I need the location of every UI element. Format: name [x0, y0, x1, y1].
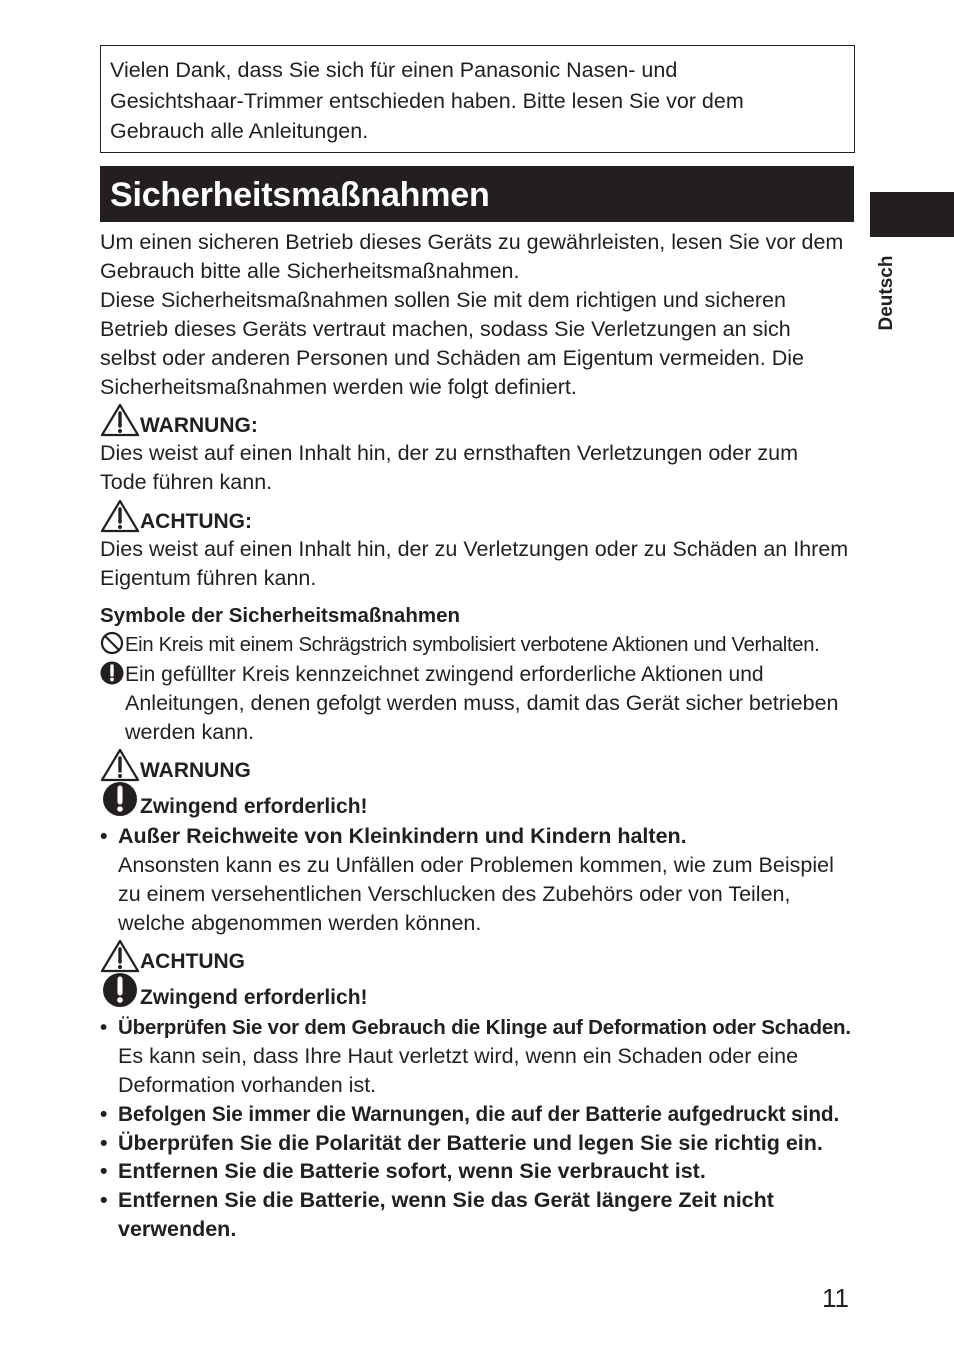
- section-title-bar: [100, 166, 854, 222]
- prohibited-symbol-row: [100, 631, 819, 660]
- warning-triangle-icon: [100, 403, 140, 437]
- bullet: •: [100, 1103, 108, 1126]
- mandatory-symbol-text: werden kann.: [125, 720, 255, 744]
- paragraph-line: Gebrauch bitte alle Sicherheitsmaßnahmen.: [100, 259, 520, 283]
- caution-list-item: [100, 1013, 851, 1042]
- paragraph-line: Betrieb dieses Geräts vertraut machen, sodass Sie Verletzungen an sich: [100, 317, 791, 341]
- paragraph-line: Um einen sicheren Betrieb dieses Geräts zu gewährleisten, lesen Sie vor dem: [100, 230, 844, 254]
- mandatory-action-icon: [100, 973, 140, 1009]
- warning-item-text: welche abgenommen werden können.: [118, 911, 482, 935]
- caution-item-title: Überprüfen Sie die Polarität der Batterie und legen Sie sie richtig ein.: [118, 1131, 823, 1155]
- caution-definition-line: Dies weist auf einen Inhalt hin, der zu Verletzungen oder zu Schäden an Ihrem: [100, 537, 849, 561]
- warning-definition-heading: [100, 403, 258, 437]
- intro-line: Vielen Dank, dass Sie sich für einen Panasonic Nasen- und: [110, 58, 678, 82]
- intro-line: Gebrauch alle Anleitungen.: [110, 119, 369, 143]
- prohibited-icon: [100, 631, 124, 655]
- bullet: •: [100, 1159, 108, 1183]
- caution-item-title: verwenden.: [118, 1217, 237, 1241]
- warning-definition-line: Tode führen kann.: [100, 470, 273, 494]
- caution-list-item: [100, 1100, 839, 1129]
- page-title: Sicherheitsmaßnahmen: [110, 176, 490, 214]
- language-label: [877, 245, 897, 340]
- intro-box: [100, 45, 855, 153]
- bullet: •: [100, 1188, 108, 1212]
- mandatory-action-icon: [100, 661, 124, 685]
- warning-definition-label: WARNUNG:: [140, 414, 258, 437]
- mandatory-action-icon: [100, 782, 140, 818]
- intro-line: Gesichtshaar-Trimmer entschieden haben. Bitte lesen Sie vor dem: [110, 88, 744, 113]
- warning-item-title: Außer Reichweite von Kleinkindern und Kindern halten.: [118, 824, 687, 848]
- caution-list-item: [100, 1129, 823, 1158]
- caution-section-label: ACHTUNG: [140, 950, 245, 973]
- caution-section-heading: [100, 939, 245, 973]
- warning-triangle-icon: [100, 499, 140, 533]
- caution-definition-heading: [100, 499, 252, 533]
- bullet: •: [100, 824, 108, 848]
- warning-item-text: Ansonsten kann es zu Unfällen oder Problemen kommen, wie zum Beispiel: [118, 853, 834, 877]
- bullet: •: [100, 1131, 108, 1155]
- mandatory-symbol-row: [100, 660, 764, 689]
- symbols-heading: Symbole der Sicherheitsmaßnahmen: [100, 604, 461, 627]
- caution-item-title: Entfernen Sie die Batterie, wenn Sie das Gerät längere Zeit nicht: [118, 1188, 774, 1212]
- paragraph-line: Diese Sicherheitsmaßnahmen sollen Sie mit dem richtigen und sicheren: [100, 288, 786, 312]
- warning-section-heading: [100, 748, 251, 782]
- caution-item-title: Entfernen Sie die Batterie sofort, wenn Sie verbraucht ist.: [118, 1159, 706, 1183]
- bullet: •: [100, 1016, 107, 1039]
- caution-list-item: [100, 1186, 774, 1215]
- warning-list-item: [100, 822, 687, 851]
- language-label-text: Deutsch: [876, 255, 897, 330]
- warning-triangle-icon: [100, 748, 140, 782]
- warning-triangle-icon: [100, 939, 140, 973]
- paragraph-line: Sicherheitsmaßnahmen werden wie folgt definiert.: [100, 375, 577, 399]
- caution-item-title: Überprüfen Sie vor dem Gebrauch die Klinge auf Deformation oder Schaden.: [118, 1016, 851, 1039]
- language-tab-marker: [870, 192, 954, 237]
- prohibited-symbol-text: Ein Kreis mit einem Schrägstrich symbolisiert verbotene Aktionen und Verhalten.: [125, 634, 820, 656]
- caution-list-item: [100, 1157, 706, 1186]
- warning-item-text: zu einem versehentlichen Verschlucken des Zubehörs oder von Teilen,: [118, 882, 791, 906]
- caution-item-title: Befolgen Sie immer die Warnungen, die auf der Batterie aufgedruckt sind.: [118, 1103, 840, 1126]
- caution-definition-line: Eigentum führen kann.: [100, 566, 317, 590]
- warning-required-heading: [100, 784, 368, 818]
- warning-definition-line: Dies weist auf einen Inhalt hin, der zu ernsthaften Verletzungen oder zum: [100, 441, 798, 465]
- caution-required-label: Zwingend erforderlich!: [140, 986, 368, 1009]
- warning-section-label: WARNUNG: [140, 759, 251, 782]
- mandatory-symbol-text: Anleitungen, denen gefolgt werden muss, damit das Gerät sicher betrieben: [125, 691, 839, 715]
- paragraph-line: selbst oder anderen Personen und Schäden am Eigentum vermeiden. Die: [100, 346, 804, 370]
- warning-required-label: Zwingend erforderlich!: [140, 795, 368, 818]
- caution-definition-label: ACHTUNG:: [140, 510, 252, 533]
- caution-item-text: Deformation vorhanden ist.: [118, 1073, 377, 1097]
- page-number: 11: [822, 1283, 849, 1313]
- caution-required-heading: [100, 975, 368, 1009]
- mandatory-symbol-text: Ein gefüllter Kreis kennzeichnet zwingend erforderliche Aktionen und: [125, 663, 764, 686]
- caution-item-text: Es kann sein, dass Ihre Haut verletzt wird, wenn ein Schaden oder eine: [118, 1044, 799, 1068]
